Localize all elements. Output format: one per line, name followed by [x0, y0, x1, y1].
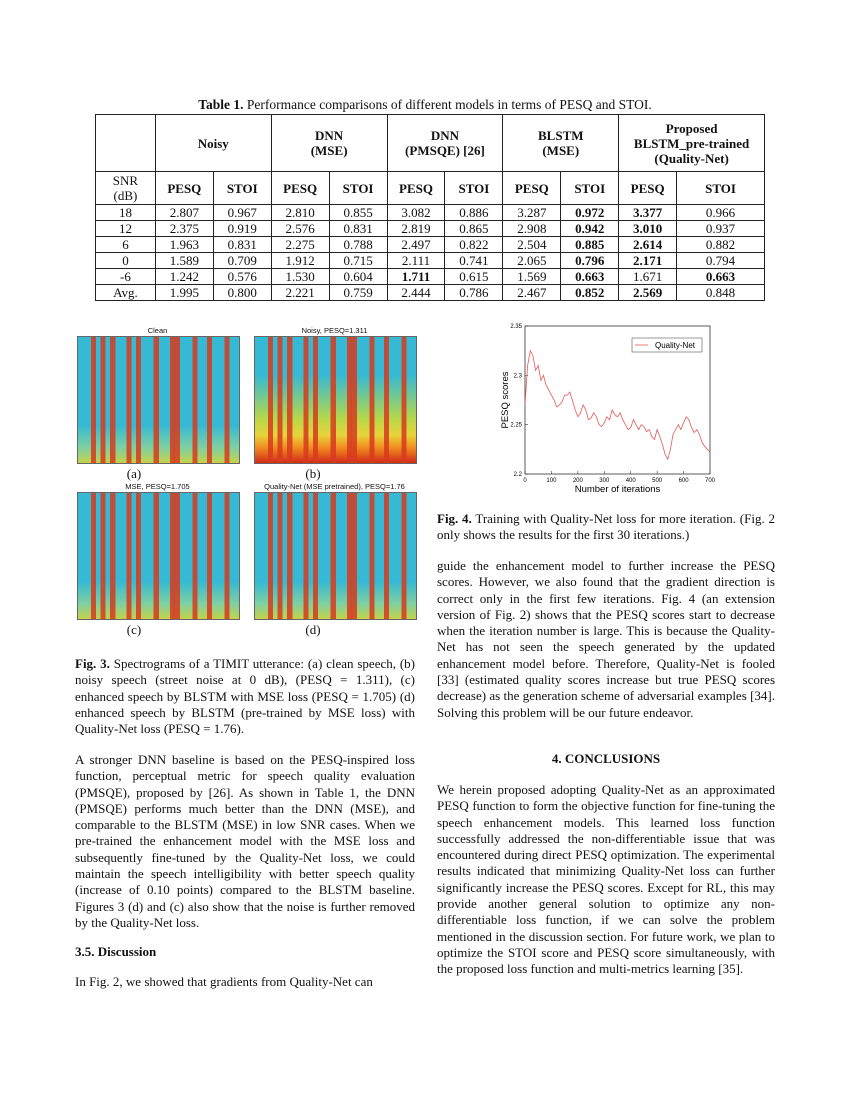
- table-group-header: BLSTM (MSE): [503, 115, 619, 172]
- table-caption-label: Table 1.: [198, 97, 244, 112]
- fig4-caption-text: Training with Quality-Net loss for more iteration. (Fig. 2 only shows the results for the first 30 iterations.): [437, 511, 775, 543]
- table-metric-stoi: STOI: [561, 172, 619, 205]
- spectrogram-label: (d): [305, 622, 321, 637]
- figure-4-chart: [490, 318, 720, 498]
- x-tick-label: 600: [678, 478, 689, 484]
- table-row: [96, 253, 765, 269]
- table-metric-stoi: STOI: [213, 172, 271, 205]
- table-cell: 1.711: [387, 269, 445, 285]
- table-metric-pesq: PESQ: [619, 172, 677, 205]
- table-cell: 1.995: [155, 285, 213, 301]
- table-cell: 0.972: [561, 205, 619, 221]
- table-cell: 1.242: [155, 269, 213, 285]
- table-cell: 2.810: [271, 205, 329, 221]
- table-group-header: DNN (MSE): [271, 115, 387, 172]
- x-tick-label: 700: [704, 478, 716, 484]
- table-metric-pesq: PESQ: [387, 172, 445, 205]
- table-cell: 1.963: [155, 237, 213, 253]
- performance-table: [95, 114, 765, 301]
- table-cell: 2.908: [503, 221, 561, 237]
- table-cell: 0.882: [677, 237, 765, 253]
- table-cell: 0.663: [677, 269, 765, 285]
- table-cell: 3.082: [387, 205, 445, 221]
- fig3-caption-label: Fig. 3.: [75, 656, 110, 671]
- table-cell: 0.615: [445, 269, 503, 285]
- spectrogram-title: Noisy, PESQ=1.311: [301, 326, 368, 335]
- table-snr-cell: 18: [96, 205, 156, 221]
- y-tick-label: 2.3: [513, 373, 522, 380]
- x-tick-label: 300: [599, 478, 610, 484]
- spectrogram-image: [77, 336, 240, 464]
- y-tick-label: 2.25: [510, 422, 522, 429]
- table-cell: 0.831: [329, 221, 387, 237]
- table-snr-header: SNR (dB): [96, 172, 156, 205]
- table-cell: 0.741: [445, 253, 503, 269]
- table-group-header: Noisy: [155, 115, 271, 172]
- table-cell: 2.111: [387, 253, 445, 269]
- spectrogram-image: [254, 336, 417, 464]
- x-tick-label: 500: [652, 478, 663, 484]
- table-cell: 2.375: [155, 221, 213, 237]
- table-cell: 0.967: [213, 205, 271, 221]
- table-metric-stoi: STOI: [677, 172, 765, 205]
- table-cell: 0.852: [561, 285, 619, 301]
- table-metric-stoi: STOI: [329, 172, 387, 205]
- x-axis-label: Number of iterations: [574, 484, 661, 495]
- table-cell: 1.569: [503, 269, 561, 285]
- table-metric-pesq: PESQ: [503, 172, 561, 205]
- table-cell: 1.671: [619, 269, 677, 285]
- table-cell: 0.865: [445, 221, 503, 237]
- table-cell: 2.467: [503, 285, 561, 301]
- table-metric-pesq: PESQ: [271, 172, 329, 205]
- table-snr-cell: -6: [96, 269, 156, 285]
- table-group-header-row: [96, 115, 765, 172]
- table-cell: 0.800: [213, 285, 271, 301]
- table-cell: 2.819: [387, 221, 445, 237]
- table-cell: 2.504: [503, 237, 561, 253]
- table-cell: 3.377: [619, 205, 677, 221]
- table-row: [96, 269, 765, 285]
- right-paragraph-2: We herein proposed adopting Quality-Net as an approximated PESQ function to form the objective function for fine-tuning the speech enhancement models. This learned loss function successfully addressed the non-differentiable issue that was encountered during direct PESQ optimization. The experimental results indicated that minimizing Quality-Net loss can further significantly increase the PESQ scores. Except for RL, this may provide another general solution to optimize any non-differentiable loss function, if we can solve the problem mentioned in the discussion section. For future work, we plan to optimize the STOI score and PESQ score simultaneously, with the proposed loss function and multi-metrics learning [35].: [437, 782, 775, 977]
- table-cell: 0.937: [677, 221, 765, 237]
- table-cell: 0.759: [329, 285, 387, 301]
- figure-4-caption: [437, 511, 775, 544]
- table-cell: 1.912: [271, 253, 329, 269]
- x-tick-label: 200: [572, 478, 583, 484]
- table-cell: 2.275: [271, 237, 329, 253]
- table-cell: 0.966: [677, 205, 765, 221]
- table-cell: 2.569: [619, 285, 677, 301]
- table-cell: 1.530: [271, 269, 329, 285]
- table-cell: 2.065: [503, 253, 561, 269]
- right-paragraph-1: guide the enhancement model to further increase the PESQ scores. However, we also found that the gradient direction is correct only in the first few iterations. Fig. 4 (an extension version of Fig. 2) shows that the PESQ scores start to decrease when the iteration number is large. This is because the Quality-Net has not seen the speech generated by the updated enhancement model before. Therefore, Quality-Net is fooled [33] (estimated quality scores increase but true PESQ scores decrease) as the generation scheme of adversarial examples [34]. Solving this problem will be our future endeavor.: [437, 558, 775, 720]
- table-cell: 0.885: [561, 237, 619, 253]
- table-cell: 2.171: [619, 253, 677, 269]
- table-cell: 0.942: [561, 221, 619, 237]
- table-snr-cell: 0: [96, 253, 156, 269]
- table-snr-cell: Avg.: [96, 285, 156, 301]
- table-cell: 0.831: [213, 237, 271, 253]
- table-cell: 0.855: [329, 205, 387, 221]
- x-tick-label: 100: [546, 478, 557, 484]
- table-cell: 0.886: [445, 205, 503, 221]
- fig3-caption-text: Spectrograms of a TIMIT utterance: (a) clean speech, (b) noisy speech (street noise at 0 dB), (PESQ = 1.311), (c) enhanced speech by BLSTM with MSE loss (PESQ = 1.705) (d) enhanced speech by BLSTM (pre-trained by MSE loss) with Quality-Net loss (PESQ = 1.76).: [75, 656, 415, 737]
- table-cell: 0.796: [561, 253, 619, 269]
- table-group-header: Proposed BLSTM_pre-trained (Quality-Net): [619, 115, 765, 172]
- table-cell: 0.715: [329, 253, 387, 269]
- y-axis-label: PESQ scores: [500, 371, 511, 429]
- spectrogram-image: [77, 492, 240, 620]
- table-row: [96, 285, 765, 301]
- table-cell: 0.709: [213, 253, 271, 269]
- table-snr-cell: 6: [96, 237, 156, 253]
- table-cell: 0.604: [329, 269, 387, 285]
- table-cell: 2.807: [155, 205, 213, 221]
- x-tick-label: 0: [523, 478, 527, 484]
- table-cell: 0.788: [329, 237, 387, 253]
- table-cell: 2.221: [271, 285, 329, 301]
- table-cell: 2.497: [387, 237, 445, 253]
- x-tick-label: 400: [625, 478, 636, 484]
- table-corner-cell: [96, 115, 156, 172]
- section-heading-discussion: 3.5. Discussion: [75, 944, 157, 959]
- left-paragraph-2: In Fig. 2, we showed that gradients from Quality-Net can: [75, 974, 373, 989]
- table-cell: 0.919: [213, 221, 271, 237]
- table-cell: 1.589: [155, 253, 213, 269]
- table-caption-text: Performance comparisons of different models in terms of PESQ and STOI.: [243, 97, 652, 112]
- spectrogram-label: (b): [305, 466, 321, 481]
- spectrogram-label: (c): [126, 622, 142, 637]
- table-metric-pesq: PESQ: [155, 172, 213, 205]
- table-cell: 2.614: [619, 237, 677, 253]
- table-group-header: DNN (PMSQE) [26]: [387, 115, 503, 172]
- table-cell: 2.576: [271, 221, 329, 237]
- spectrogram-label: (a): [126, 466, 142, 481]
- fig4-caption-label: Fig. 4.: [437, 511, 472, 526]
- table-cell: 2.444: [387, 285, 445, 301]
- legend-label: Quality-Net: [654, 341, 696, 350]
- spectrogram-title: Quality-Net (MSE pretrained), PESQ=1.76: [264, 482, 405, 491]
- table-cell: 0.663: [561, 269, 619, 285]
- table-row: [96, 221, 765, 237]
- table-row: [96, 205, 765, 221]
- table-cell: 0.786: [445, 285, 503, 301]
- table-cell: 0.576: [213, 269, 271, 285]
- table-cell: 0.822: [445, 237, 503, 253]
- table-metric-header-row: [96, 172, 765, 205]
- table-caption: [0, 97, 850, 113]
- table-cell: 3.287: [503, 205, 561, 221]
- spectrogram-image: [254, 492, 417, 620]
- left-paragraph-1: A stronger DNN baseline is based on the PESQ-inspired loss function, perceptual metric for speech quality evaluation (PMSQE), proposed by [26]. As shown in Table 1, the DNN (PMSQE) performs much better than the DNN (MSE), and comparable to the BLSTM (MSE) in low SNR cases. When we pre-trained the enhancement model with the MSE loss and subsequently fine-tuned by the Quality-Net loss, we could maintain the speech intelligibility with better speech quality (increase of 0.10 points) compared to the BLSTM baseline. Figures 3 (d) and (c) also show that the noise is further removed by the Quality-Net loss.: [75, 752, 415, 930]
- y-tick-label: 2.2: [513, 472, 522, 478]
- table-cell: 0.794: [677, 253, 765, 269]
- table-cell: 0.848: [677, 285, 765, 301]
- section-heading-conclusions: 4. CONCLUSIONS: [551, 751, 661, 766]
- table-metric-stoi: STOI: [445, 172, 503, 205]
- table-row: [96, 237, 765, 253]
- table-snr-cell: 12: [96, 221, 156, 237]
- spectrogram-title: Clean: [147, 326, 168, 335]
- figure-3-caption: [75, 656, 415, 737]
- y-tick-label: 2.35: [510, 324, 522, 330]
- table-cell: 3.010: [619, 221, 677, 237]
- spectrogram-title: MSE, PESQ=1.705: [125, 482, 190, 491]
